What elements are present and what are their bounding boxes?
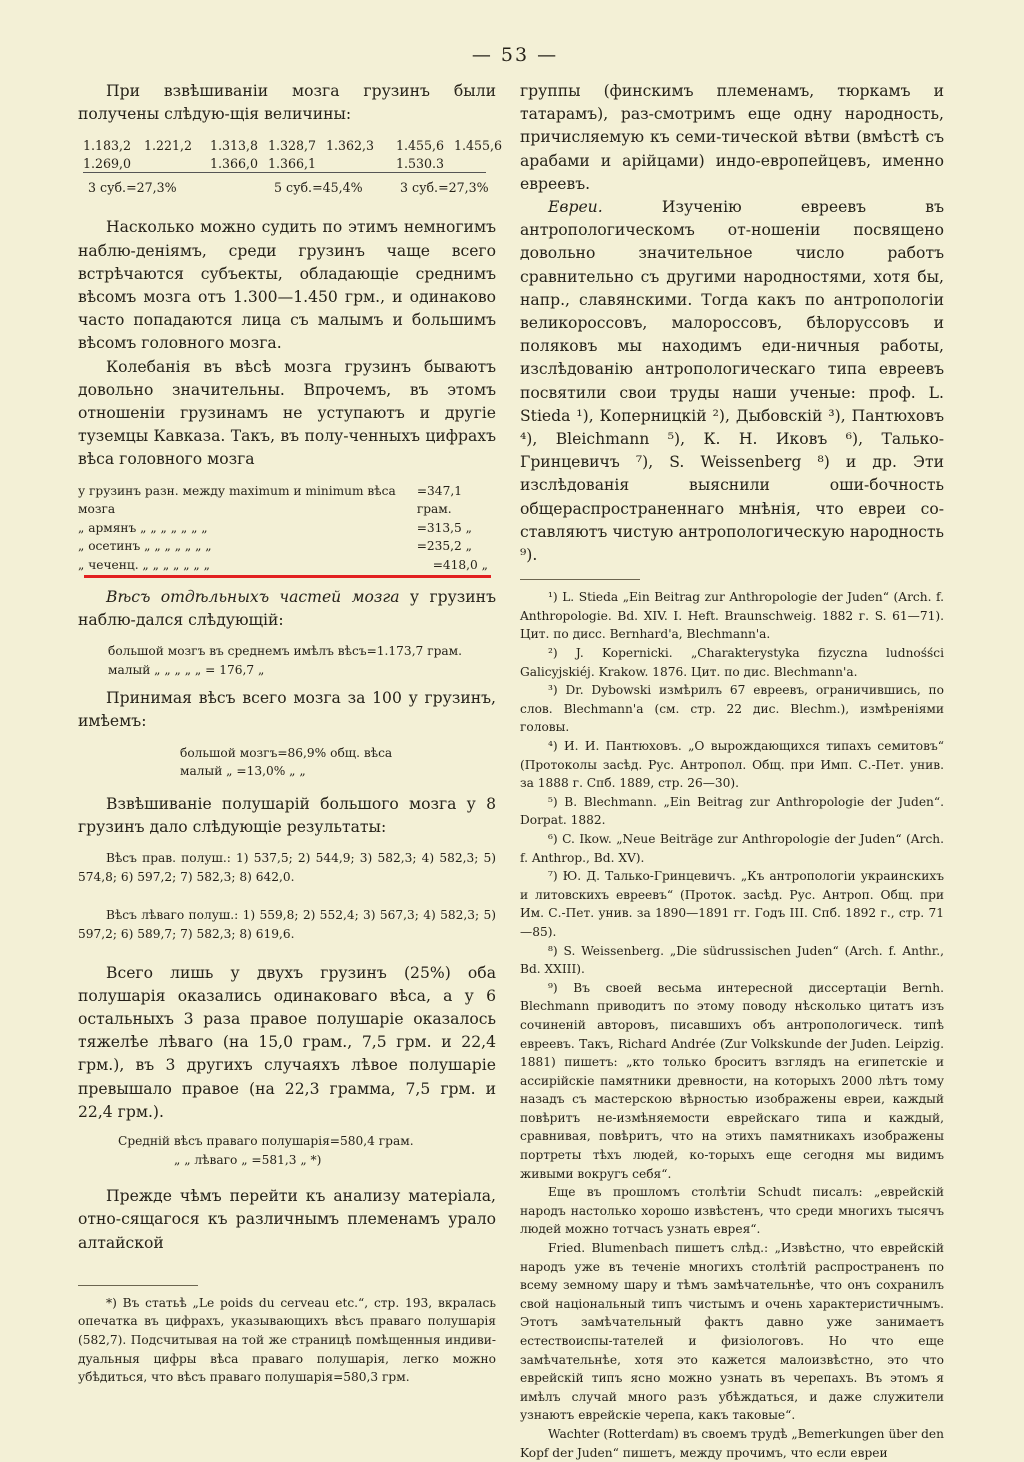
- footnote-5: ⁵) B. Blechmann. „Ein Beitrag zur Anthropologie der Juden“. Dorpat. 1882.: [520, 794, 944, 828]
- weight-difference-table: [78, 482, 496, 578]
- brain-percent: [180, 744, 496, 781]
- footnote-3: ³) Dr. Dybowski измѣрилъ 67 евреевъ, ограничившись, по слов. Blechmann'a (см. стр. 22 дис. Blechm.), измѣреніями головы.: [520, 683, 944, 735]
- paragraph: Колебанія въ вѣсѣ мозга грузинъ бываютъ довольно значительны. Впрочемъ, въ этомъ отношеніи грузинамъ не уступаютъ и другіе туземцы Кавказа. Такъ, въ полу-ченныхъ цифрахъ вѣса головного мозга: [78, 357, 496, 469]
- left-column: [78, 80, 503, 1387]
- divider: [83, 172, 486, 173]
- paragraph: [78, 586, 496, 632]
- right-column: [520, 80, 944, 1462]
- footnote-8: ⁸) S. Weissenberg. „Die südrussischen Juden“ (Arch. f. Anthr., Bd. XXIII).: [520, 943, 944, 977]
- footnote-2: ²) J. Kopernicki. „Charakterystyka fizyczna ludnośści Galicyjskiéj. Krakow. 1876. Цит. по дис. Blechmann'a.: [520, 646, 944, 679]
- row-label: „ армянъ „ „ „ „ „ „ „: [78, 520, 208, 535]
- right-hemisphere-weights: Вѣсъ прав. полуш.: 1) 537,5; 2) 544,9; 3) 582,3; 4) 582,3; 5) 574,8; 6) 597,2; 7) 582,3; 8) 642,0.: [78, 851, 496, 884]
- weight-value: 1.366,0: [210, 156, 259, 172]
- group-total: 3 суб.=27,3%: [400, 180, 489, 196]
- footnote-1: ¹) L. Stieda „Ein Beitrag zur Anthropologie der Juden“ (Arch. f. Anthropologie. Bd. XIV. I. Heft. Braunschweig. 1882 г. S. 61—71). Цит. по дисс. Bernhard'a, Blechmann'a.: [520, 590, 944, 642]
- paragraph: При взвѣшиваніи мозга грузинъ были получены слѣдую-щія величины:: [78, 82, 496, 124]
- table-row: [78, 519, 496, 538]
- brain-weights-table: [78, 132, 503, 200]
- paragraph: Насколько можно судить по этимъ немногимъ наблю-деніямъ, среди грузинъ чаще всего встрѣчаются субъекты, обладающіе среднимъ вѣсомъ мозга отъ 1.300—1.450 грм., и одинаково часто попадаются лица съ малымъ и большимъ вѣсомъ головного мозга.: [78, 218, 496, 353]
- paragraph: Принимая вѣсъ всего мозга за 100 у грузинъ, имѣемъ:: [78, 689, 496, 731]
- weight-value: 1.221,2: [144, 138, 193, 154]
- weight-value: 1.183,2: [83, 138, 132, 154]
- footnote-7: ⁷) Ю. Д. Талько-Гринцевичъ. „Къ антропологіи украинскихъ и литовскихъ евреевъ“ (Проток. засѣд. Рус. Антроп. Общ. при Им. С.-Пет. унив. за 1890—1891 гг. Годъ III. Спб. 1892 г., стр. 71—85).: [520, 869, 944, 939]
- weight-value: 1.313,8: [210, 138, 259, 154]
- weight-value: 1.455,6: [454, 138, 503, 154]
- group-total: 5 суб.=45,4%: [274, 180, 363, 196]
- paragraph: Взвѣшиваніе полушарій большого мозга у 8 грузинъ дало слѣдующіе результаты:: [78, 794, 496, 836]
- row-label: „ осетинъ „ „ „ „ „ „ „: [78, 539, 212, 554]
- footnote: *) Въ статьѣ „Le poids du cerveau etc.“, стр. 193, вкралась опечатка въ цифрахъ, указывающихъ вѣсъ праваго полушарія (582,7). Подсчитывая на той же страницѣ помѣщенныя индиви-дуальныя цифры вѣса праваго полушарія, легко можно убѣдиться, что вѣсъ праваго полушарія=580,3 грм.: [78, 1295, 496, 1385]
- hemisphere-average: [118, 1132, 496, 1169]
- footnote-9-cont: Еще въ прошломъ столѣтіи Schudt писалъ: „еврейскій народъ настолько хорошо извѣстенъ, что среди многихъ тысячъ людей можно тотчасъ узнать еврея“.: [520, 1185, 944, 1237]
- weight-value: 1.328,7: [268, 138, 317, 154]
- left-hemisphere-weights: Вѣсъ лѣваго полуш.: 1) 559,8; 2) 552,4; 3) 567,3; 4) 582,3; 5) 597,2; 6) 589,7; 7) 582,3; 8) 619,6.: [78, 908, 496, 941]
- footnote-divider: [78, 1285, 198, 1286]
- avg-left: „ „ лѣваго „ =581,3 „ *): [174, 1152, 322, 1167]
- row-label: „ чеченц. „ „ „ „ „ „ „: [78, 558, 210, 573]
- paragraph-text: Изученію евреевъ въ антропологическомъ от-ношеніи посвящено довольно значительное число работъ сравнительно съ другими народностями, хотя бы, напр., славянскими. Тогда какъ по антропологіи великороссовъ, малороссовъ, бѣлоруссовъ и поляковъ мы находимъ еди-ничныя работы, изслѣдованію антропологическаго типа евреевъ посвятили свои труды наши ученые: проф. L. Stieda ¹), Коперницкій ²), Дыбовскій ³), Пантюховъ ⁴), Bleichmann ⁵), К. Н. Иковъ ⁶), Талько-Гринцевичъ ⁷), S. Weissenberg ⁸) и др. Эти изслѣдованія выяснили оши-бочность общераспространеннаго мнѣнія, что евреи со-ставляютъ чистую антропологическую народность ⁹).: [520, 198, 944, 565]
- red-underline: [84, 575, 491, 578]
- footnote-9: ⁹) Въ своей весьма интересной диссертаціи Bernh. Blechmann приводитъ по этому поводу нѣсколько цитатъ изъ сочиненій авторовъ, писавшихъ объ антропологическ. типѣ евреевъ. Такъ, Richard Andrée (Zur Volkskunde der Juden. Leipzig. 1881) пишетъ: „кто только броситъ взглядъ на египетскіе и ассирійскіе памятники древности, на которыхъ 2000 лѣтъ тому назадъ съ мастерскою вѣрностью изображены евреи, каждый повѣритъ не-измѣняемости еврейскаго типа и каждый, сравнивая, повѣритъ, что на этихъ памятникахъ изображены портреты тѣхъ людей, ко-торыхъ еще сегодня мы видимъ живыми вокругъ себя“.: [520, 980, 944, 1181]
- paragraph-text: у грузинъ наблю-дался слѣдующій:: [78, 587, 496, 629]
- brain-small: малый „ „ „ „ „ = 176,7 „: [108, 662, 265, 677]
- pct-large: большой мозгъ=86,9% общ. вѣса: [180, 745, 393, 760]
- row-value: =235,2 „: [416, 539, 472, 554]
- pct-small: малый „ =13,0% „ „: [180, 764, 306, 779]
- page-number: — 53 —: [471, 44, 559, 66]
- weight-value: 1.362,3: [326, 138, 375, 154]
- footnote-divider: [520, 579, 640, 580]
- weight-value: 1.455,6: [396, 138, 445, 154]
- table-row: [78, 556, 496, 575]
- table-row: [78, 482, 496, 519]
- avg-right: Средній вѣсъ праваго полушарія=580,4 грам.: [118, 1134, 414, 1148]
- paragraph: [520, 196, 944, 567]
- group-total: 3 суб.=27,3%: [88, 180, 177, 196]
- row-value: =347,1 грам.: [416, 483, 462, 517]
- weight-value: 1.269,0: [83, 156, 132, 172]
- footnote-4: ⁴) И. И. Пантюховъ. „О вырождающихся типахъ семитовъ“ (Протоколы засѣд. Рус. Антропол. Общ. при Имп. С.-Пет. унив. за 1888 г. Спб. 1889, стр. 26—30).: [520, 739, 944, 791]
- weight-value: 1.530.3: [396, 156, 445, 172]
- footnote-6: ⁶) C. Ikow. „Neue Beiträge zur Anthropologie der Juden“ (Arch. f. Anthrop., Bd. XV).: [520, 831, 944, 865]
- table-row: [78, 537, 496, 556]
- weight-value: 1.366,1: [268, 156, 317, 172]
- row-value: =418,0 „: [432, 558, 488, 573]
- footnote-9-cont: Wachter (Rotterdam) въ своемъ трудѣ „Bemerkungen über den Kopf der Juden“ пишетъ, между прочимъ, что если евреи: [520, 1426, 944, 1460]
- italic-lead: Евреи.: [548, 198, 603, 217]
- footnote-9-cont: Fried. Blumenbach пишетъ слѣд.: „Извѣстно, что еврейскій народъ уже въ теченіе многихъ столѣтій распространенъ по всему земному шару и тѣмъ замѣчательнѣе, что онъ сохранилъ свой національный типъ чистымъ и очень характеристичнымъ. Этотъ замѣчательный фактъ давно уже занимаетъ естествоиспы-тателей и физіологовъ. Но что еще замѣчательнѣе, хотя это кажется малоизвѣстно, это что еврейскій типъ ясно можно узнать въ черепахъ. Въ этомъ я имѣлъ случай много разъ убѣждаться, и даже служители узнаютъ еврейскіе черепа, какъ таковые“.: [520, 1241, 944, 1423]
- italic-lead: Вѣсъ отдѣльныхъ частей мозга: [106, 587, 400, 606]
- paragraph: Прежде чѣмъ перейти къ анализу матеріала, отно-сящагося къ различнымъ племенамъ урало алтайской: [78, 1187, 496, 1252]
- brain-parts: [108, 642, 496, 679]
- row-value: =313,5 „: [416, 520, 472, 535]
- paragraph: Всего лишь у двухъ грузинъ (25%) оба полушарія оказались одинаковаго вѣса, а у 6 остальныхъ 3 раза правое полушаріе оказалось тяжелѣе лѣваго (на 15,0 грам., 7,5 грм. и 22,4 грм.), въ 3 другихъ случаяхъ лѣвое полушаріе превышало правое (на 22,3 грамма, 7,5 грм. и 22,4 грм.).: [78, 963, 496, 1121]
- brain-large: большой мозгъ въ среднемъ имѣлъ вѣсъ=1.173,7 грам.: [108, 644, 462, 659]
- paragraph: группы (финскимъ племенамъ, тюркамъ и татарамъ), раз-смотримъ еще одну народность, причисляемую къ семи-тической вѣтви (вмѣстѣ съ арабами и арійцами) индо-европейцевъ, именно евреевъ.: [520, 82, 944, 193]
- row-label: у грузинъ разн. между maximum и minimum вѣса мозга: [78, 483, 396, 517]
